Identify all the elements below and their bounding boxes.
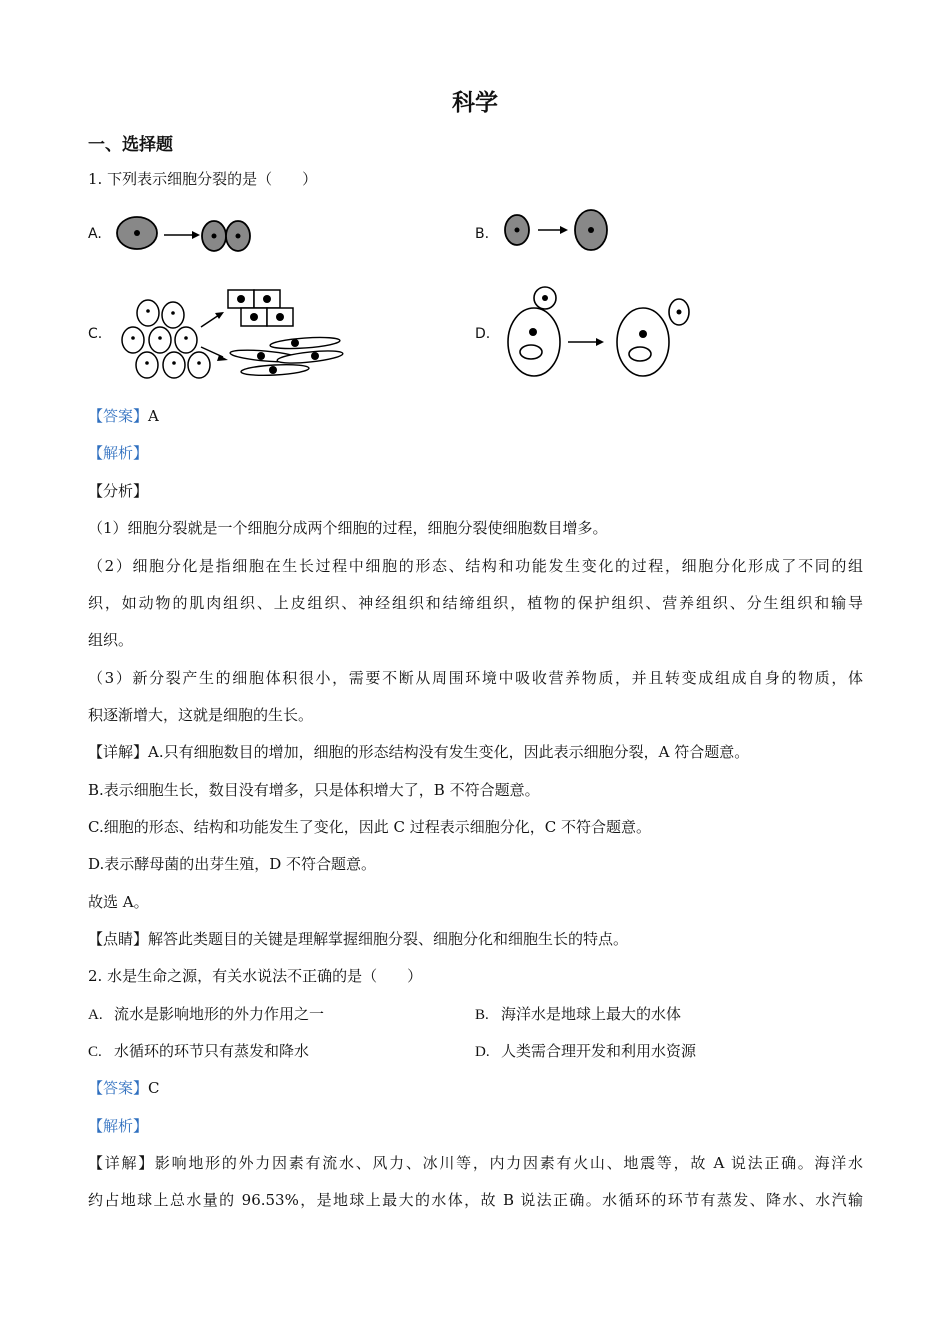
option-d-label: D. <box>475 326 491 342</box>
q1-analysis-2b: 织，如动物的肌肉组织、上皮组织、神经组织和结缔组织，植物的保护组织、营养组织、分生组织和输导 <box>88 594 863 612</box>
answer-value: A <box>148 407 159 425</box>
q2-jiexi-tag: 【解析】 <box>88 1117 149 1135</box>
q1-detail-d: D.表示酵母菌的出芽生殖，D 不符合题意。 <box>88 855 377 873</box>
option-b-label: B. <box>475 226 490 242</box>
q2-detail-1: 【详解】影响地形的外力因素有流水、风力、冰川等，内力因素有火山、地震等，故 A 说法正确。海洋水 <box>88 1154 863 1172</box>
q2-detail-2: 约占地球上总水量的 96.53%，是地球上最大的水体，故 B 说法正确。水循环的环节有蒸发、降水、水汽输 <box>88 1191 863 1209</box>
q1-analysis-2c: 组织。 <box>88 631 134 649</box>
page-title: 科学 <box>452 90 498 116</box>
option-a-label: A. <box>88 226 102 242</box>
q1-fenxi-tag: 【分析】 <box>88 482 149 500</box>
q1-dianjing: 【点睛】解答此类题目的关键是理解掌握细胞分裂、细胞分化和细胞生长的特点。 <box>88 930 629 948</box>
option-c-figure <box>115 285 350 385</box>
q1-detail-b: B.表示细胞生长，数目没有增多，只是体积增大了，B 不符合题意。 <box>88 781 540 799</box>
q1-answer <box>88 405 159 427</box>
q1-analysis-2a: （2）细胞分化是指细胞在生长过程中细胞的形态、结构和功能发生变化的过程，细胞分化形成了不同的组 <box>88 557 863 575</box>
option-d-figure <box>500 282 700 382</box>
q2-choice-d: D. 人类需合理开发和利用水资源 <box>475 1042 697 1060</box>
q1-conclusion: 故选 A。 <box>88 893 149 911</box>
option-b-figure <box>500 208 615 258</box>
q1-analysis-3b: 积逐渐增大，这就是细胞的生长。 <box>88 706 314 724</box>
question-1-stem: 1. 下列表示细胞分裂的是（ ） <box>88 170 318 188</box>
q2-choice-b: B. 海洋水是地球上最大的水体 <box>475 1005 682 1023</box>
q1-analysis-1: （1）细胞分裂就是一个细胞分成两个细胞的过程，细胞分裂使细胞数目增多。 <box>88 519 608 537</box>
q1-jiexi-tag: 【解析】 <box>88 444 149 462</box>
section-heading: 一、选择题 <box>88 135 173 155</box>
answer-tag: 【答案】 <box>88 1079 149 1097</box>
option-a-figure <box>112 210 262 260</box>
q2-choice-a: A. 流水是影响地形的外力作用之一 <box>88 1005 325 1023</box>
q1-analysis-3a: （3）新分裂产生的细胞体积很小，需要不断从周围环境中吸收营养物质，并且转变成组成自身的物质，体 <box>88 669 863 687</box>
q2-answer <box>88 1077 160 1099</box>
question-2-stem: 2. 水是生命之源，有关水说法不正确的是（ ） <box>88 967 423 985</box>
option-c-label: C. <box>88 326 103 342</box>
q1-detail-c: C.细胞的形态、结构和功能发生了变化，因此 C 过程表示细胞分化，C 不符合题意。 <box>88 818 651 836</box>
answer-value: C <box>148 1079 160 1097</box>
answer-tag: 【答案】 <box>88 407 149 425</box>
q2-choice-c: C. 水循环的环节只有蒸发和降水 <box>88 1042 310 1060</box>
q1-detail-a: 【详解】A.只有细胞数目的增加，细胞的形态结构没有发生变化，因此表示细胞分裂，A 符合题意。 <box>88 743 750 761</box>
